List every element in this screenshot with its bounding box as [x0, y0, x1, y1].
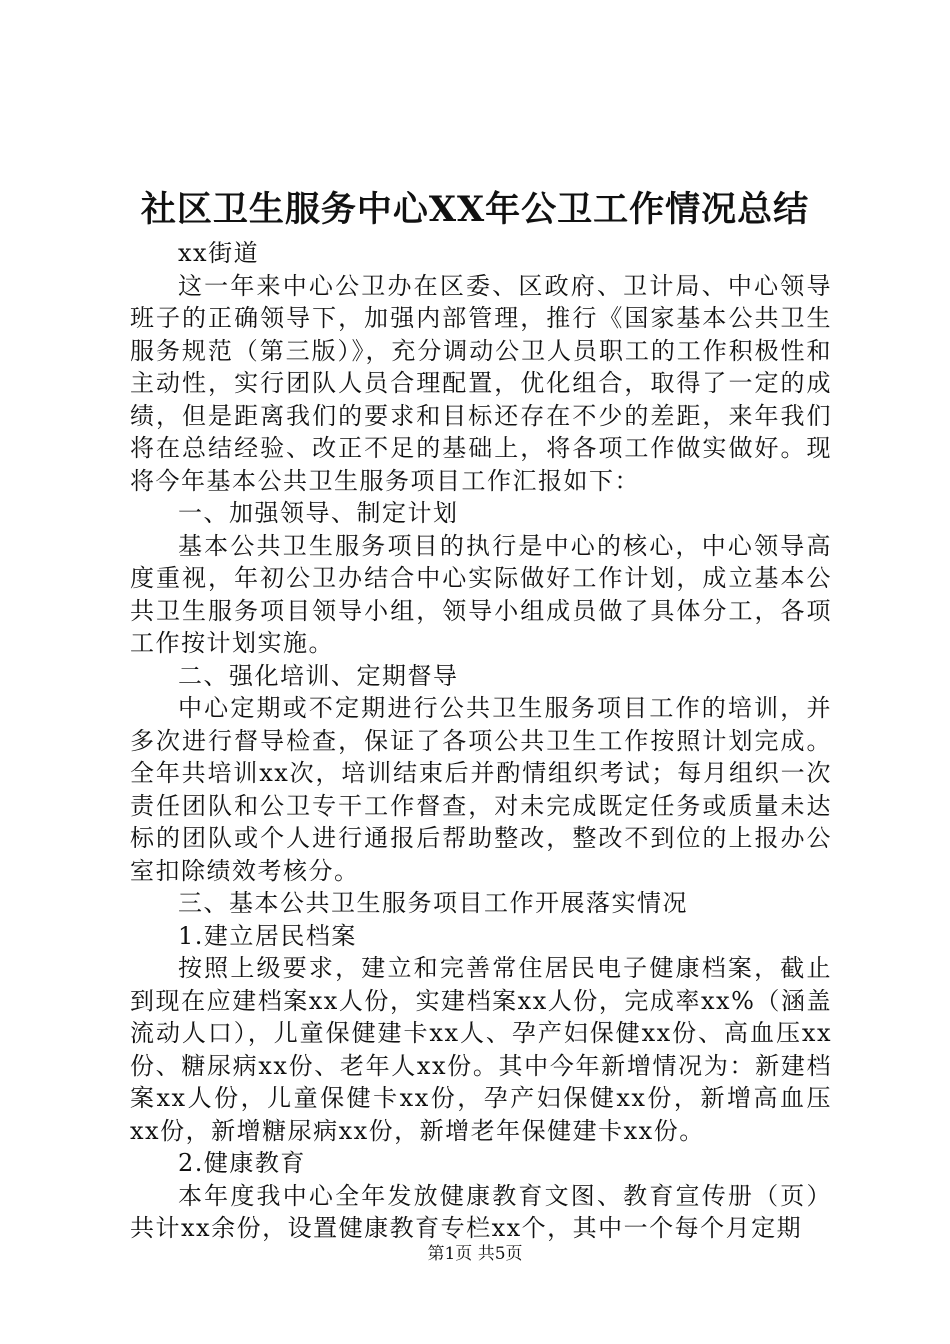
- document-title: 社区卫生服务中心XX年公卫工作情况总结: [140, 189, 810, 230]
- subsection-heading-2: 2.健康教育: [178, 1149, 306, 1177]
- section-heading-1: 一、加强领导、制定计划: [178, 499, 459, 527]
- intro-paragraph: 这一年来中心公卫办在区委、区政府、卫计局、中心领导班子的正确领导下，加强内部管理，推行《国家基本公共卫生服务规范（第三版）》，充分调动公卫人员职工的工作积极性和主动性，实行团队人员合理配置，优化组合，取得了一定的成绩，但是距离我们的要求和目标还存在不少的差距，来年我们将在总结经验、改正不足的基础上，将各项工作做实做好。现将今年基本公共卫生服务项目工作汇报如下：: [130, 271, 832, 495]
- document-body: [130, 237, 832, 1245]
- page-number-footer: 第1页 共5页: [427, 1244, 523, 1264]
- subsection-1-paragraph: 按照上级要求，建立和完善常住居民电子健康档案，截止到现在应建档案xx人份，实建档案xx人份，完成率xx%（涵盖流动人口），儿童保健建卡xx人、孕产妇保健xx份、高血压xx份、糖尿病xx份、老年人xx份。其中今年新增情况为：新建档案xx人份，儿童保健卡xx份，孕产妇保健xx份，新增高血压xx份，新增糖尿病xx份，新增老年保健建卡xx份。: [130, 954, 832, 1145]
- section-1-paragraph: 基本公共卫生服务项目的执行是中心的核心，中心领导高度重视，年初公卫办结合中心实际做好工作计划，成立基本公共卫生服务项目领导小组，领导小组成员做了具体分工，各项工作按计划实施。: [130, 531, 832, 657]
- author-line: xx街道: [178, 239, 260, 267]
- section-heading-3: 三、基本公共卫生服务项目工作开展落实情况: [178, 889, 688, 917]
- section-heading-2: 二、强化培训、定期督导: [178, 661, 459, 690]
- subsection-2-paragraph: 本年度我中心全年发放健康教育文图、教育宣传册（页）共计xx余份，设置健康教育专栏xx个，其中一个每个月定期: [130, 1181, 832, 1242]
- section-2-paragraph: 中心定期或不定期进行公共卫生服务项目工作的培训，并多次进行督导检查，保证了各项公共卫生工作按照计划完成。全年共培训xx次，培训结束后并酌情组织考试；每月组织一次责任团队和公卫专干工作督查，对未完成既定任务或质量未达标的团队或个人进行通报后帮助整改，整改不到位的上报办公室扣除绩效考核分。: [130, 694, 832, 885]
- subsection-heading-1: 1.建立居民档案: [178, 921, 357, 950]
